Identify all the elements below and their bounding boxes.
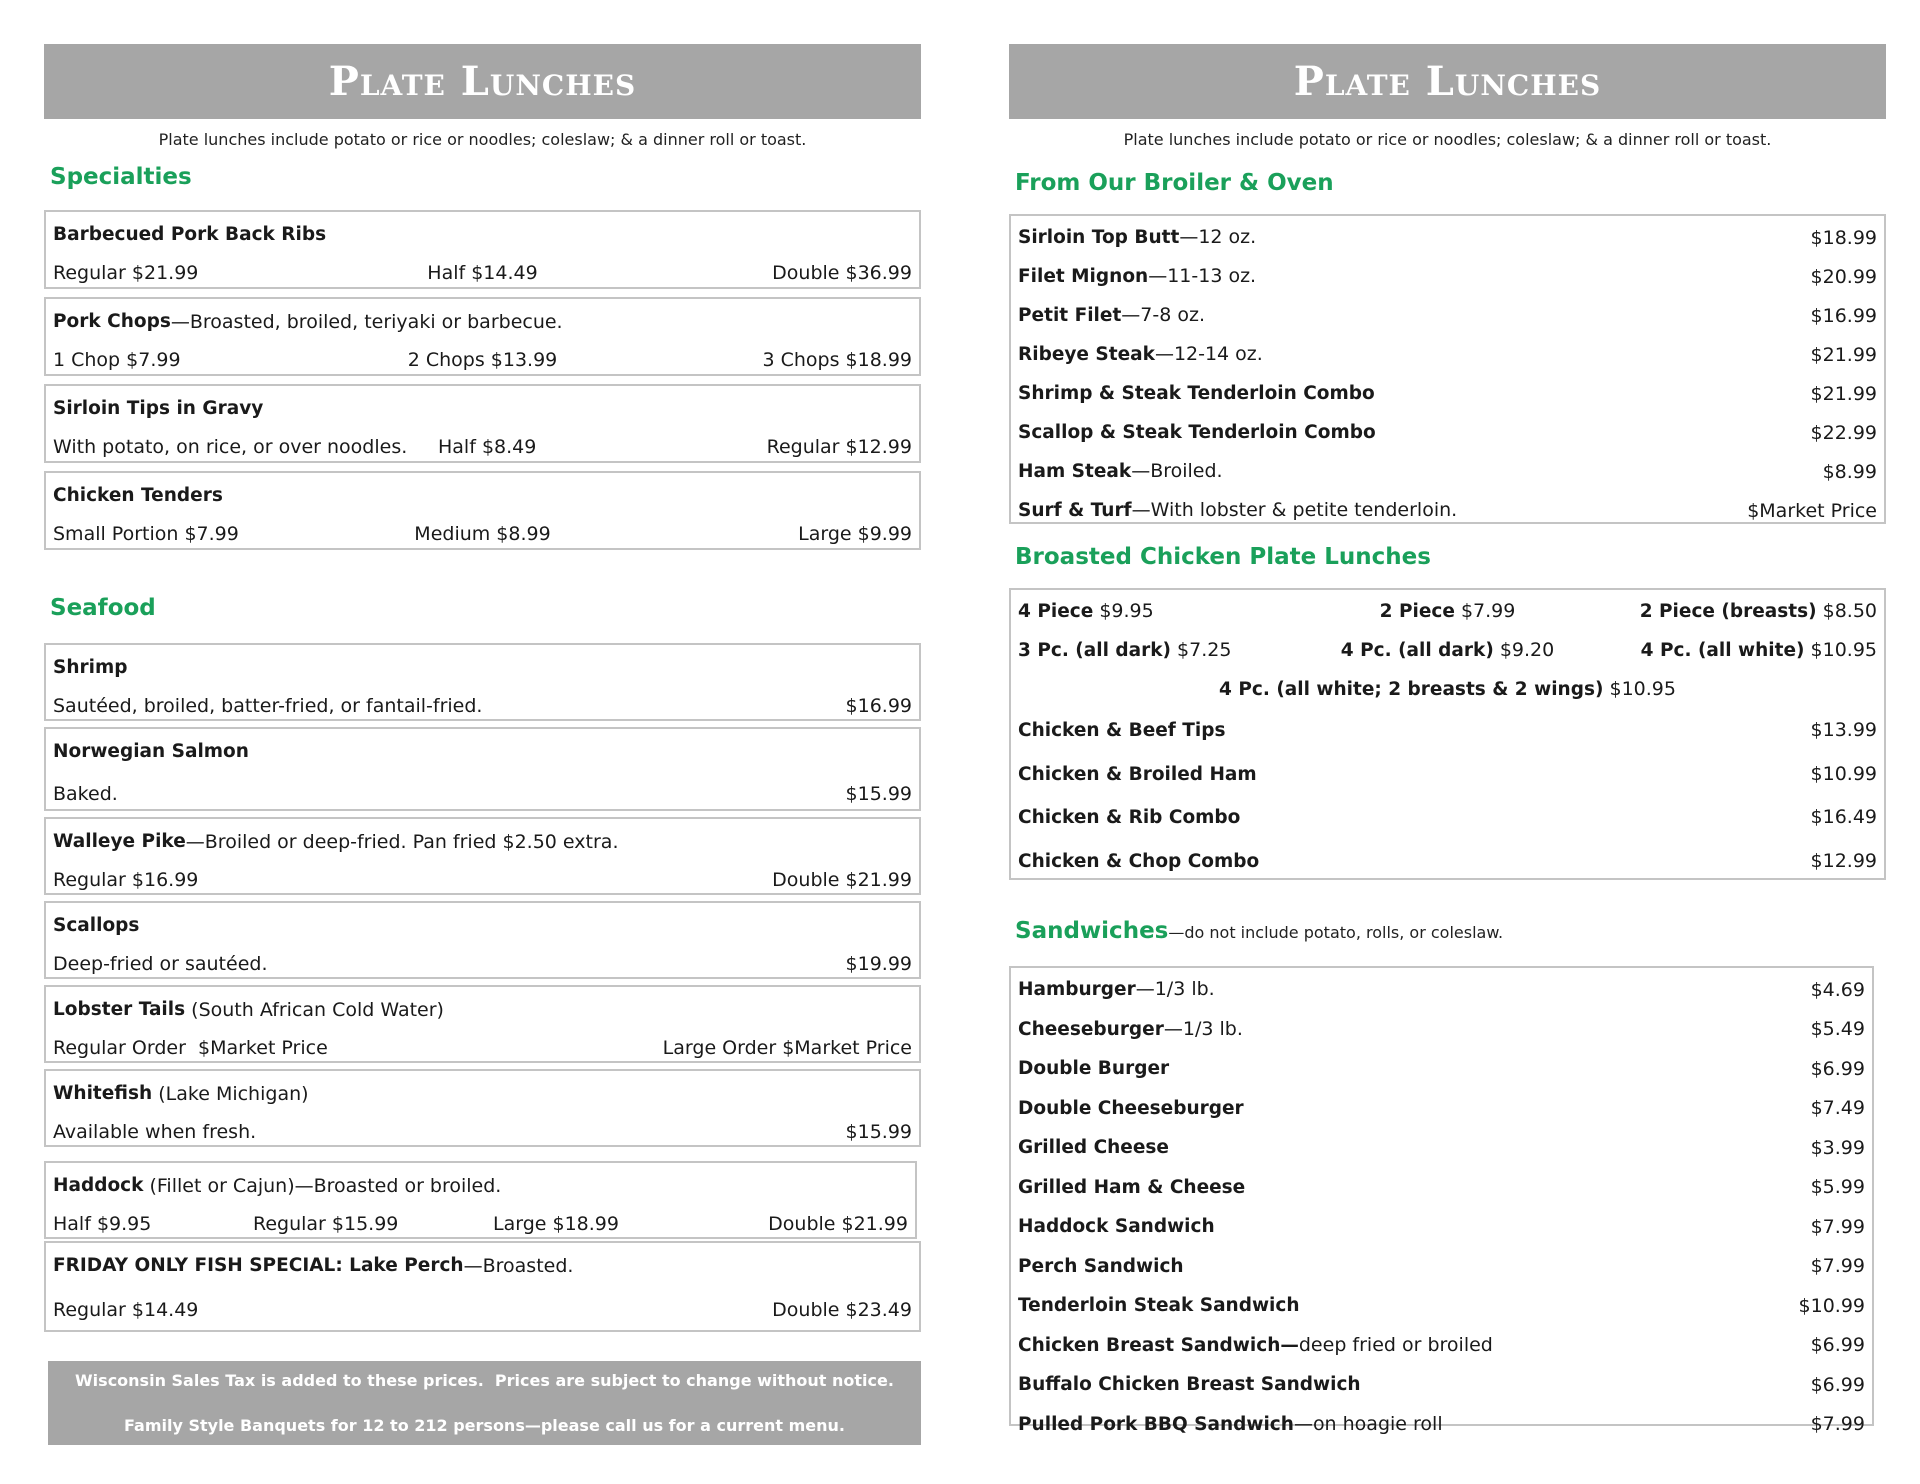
item-name: Chicken & Beef Tips bbox=[1018, 720, 1226, 741]
item-price: $7.49 bbox=[1810, 1097, 1865, 1119]
item-price: $16.99 bbox=[845, 695, 912, 717]
item-name: Double Cheeseburger bbox=[1018, 1097, 1244, 1119]
item-label bbox=[1018, 218, 1256, 257]
item-name: Sirloin Tips in Gravy bbox=[53, 398, 264, 419]
item-label bbox=[1018, 1168, 1245, 1208]
item-price: $16.99 bbox=[1810, 304, 1877, 327]
item-label bbox=[1018, 1049, 1169, 1089]
item-label bbox=[1018, 709, 1226, 753]
menu-row bbox=[1018, 1168, 1865, 1208]
chicken-option bbox=[1018, 631, 1318, 670]
item-name: Tenderloin Steak Sandwich bbox=[1018, 1295, 1300, 1316]
item-price: $10.99 bbox=[1810, 762, 1877, 785]
item-description: Sautéed, broiled, batter-fried, or fantail-fried. bbox=[53, 695, 483, 717]
item-label bbox=[1018, 413, 1376, 452]
menu-item-scallops bbox=[44, 901, 921, 979]
item-name: Cheeseburger bbox=[1018, 1018, 1164, 1040]
item-description: Baked. bbox=[53, 783, 118, 805]
menu-row bbox=[1018, 709, 1877, 753]
item-price: $6.99 bbox=[1810, 1373, 1865, 1396]
item-name: FRIDAY ONLY FISH SPECIAL: Lake Perch bbox=[53, 1255, 464, 1276]
item-price: $12.99 bbox=[1810, 849, 1877, 872]
item-name: Chicken & Broiled Ham bbox=[1018, 763, 1257, 785]
item-description: —1/3 lb. bbox=[1163, 1017, 1243, 1040]
section-note: —do not include potato, rolls, or coleslaw. bbox=[1168, 923, 1504, 942]
menu-row bbox=[1018, 1247, 1865, 1287]
item-option: 2 Chops $13.99 bbox=[407, 349, 558, 371]
item-option: Double $21.99 bbox=[768, 1213, 908, 1235]
item-description: (South African Cold Water) bbox=[185, 999, 444, 1021]
option-name: 4 Pc. (all white) bbox=[1640, 640, 1805, 661]
option-price: $8.50 bbox=[1816, 600, 1878, 622]
item-name: Haddock Sandwich bbox=[1018, 1216, 1215, 1237]
item-description: Deep-fried or sautéed. bbox=[53, 953, 268, 975]
item-label bbox=[1018, 1247, 1184, 1287]
item-description: deep fried or broiled bbox=[1298, 1333, 1493, 1356]
item-label bbox=[1018, 335, 1263, 374]
item-price: $13.99 bbox=[1810, 719, 1877, 741]
item-option: 1 Chop $7.99 bbox=[53, 349, 181, 371]
item-description: —Broasted, broiled, teriyaki or barbecue. bbox=[170, 311, 563, 333]
right-page bbox=[1009, 44, 1886, 1435]
section-title-seafood: Seafood bbox=[50, 595, 156, 621]
item-option: Large $18.99 bbox=[493, 1213, 619, 1235]
item-label bbox=[1018, 1128, 1169, 1168]
item-name: Shrimp bbox=[53, 657, 128, 678]
item-price: $3.99 bbox=[1810, 1136, 1865, 1159]
option-price: $10.95 bbox=[1804, 639, 1878, 661]
item-name: Chicken & Chop Combo bbox=[1018, 850, 1260, 872]
item-description: —1/3 lb. bbox=[1135, 978, 1215, 1000]
menu-item-ribs bbox=[44, 210, 921, 289]
option-price: $9.20 bbox=[1493, 639, 1555, 661]
option-name: 4 Pc. (all white; 2 breasts & 2 wings) bbox=[1219, 679, 1604, 700]
item-name: Walleye Pike bbox=[53, 831, 186, 852]
item-price: $10.99 bbox=[1798, 1294, 1865, 1317]
menu-row bbox=[1018, 1010, 1865, 1050]
item-price: $Market Price bbox=[1747, 499, 1877, 522]
tax-banquet-footer bbox=[48, 1361, 921, 1445]
chicken-option bbox=[1577, 631, 1877, 670]
item-label bbox=[1018, 796, 1240, 840]
menu-row bbox=[1018, 413, 1877, 452]
item-label bbox=[1018, 1089, 1244, 1129]
item-name: Grilled Ham & Cheese bbox=[1018, 1176, 1246, 1198]
menu-item-shrimp bbox=[44, 643, 921, 721]
menu-row bbox=[1018, 491, 1877, 530]
item-name: Barbecued Pork Back Ribs bbox=[53, 224, 327, 245]
page-banner: Plate Lunches bbox=[44, 44, 921, 119]
section-title-text: Sandwiches bbox=[1015, 918, 1169, 944]
item-name: Grilled Cheese bbox=[1018, 1137, 1169, 1158]
item-description: —11-13 oz. bbox=[1148, 265, 1257, 287]
item-description: (Lake Michigan) bbox=[152, 1083, 309, 1105]
option-price: $9.95 bbox=[1093, 600, 1154, 622]
item-name: Surf & Turf bbox=[1018, 500, 1132, 521]
menu-item-salmon bbox=[44, 727, 921, 811]
item-option: Double $23.49 bbox=[772, 1299, 912, 1321]
chicken-option bbox=[1018, 592, 1318, 631]
item-option: Large Order $Market Price bbox=[662, 1037, 912, 1059]
item-label bbox=[1018, 491, 1457, 530]
item-option: Regular Order $Market Price bbox=[53, 1037, 328, 1059]
item-option: Half $9.95 bbox=[53, 1213, 152, 1235]
menu-row bbox=[1018, 840, 1877, 884]
chicken-option bbox=[1018, 670, 1877, 709]
item-option: Large $9.99 bbox=[798, 523, 912, 545]
broiler-list bbox=[1009, 214, 1886, 524]
section-title-sandwiches bbox=[1009, 918, 1886, 952]
item-label bbox=[1018, 1010, 1243, 1050]
item-price: $4.69 bbox=[1810, 978, 1865, 1001]
item-option: Regular $16.99 bbox=[53, 869, 199, 891]
item-name: Filet Mignon bbox=[1018, 266, 1149, 287]
item-label bbox=[1018, 257, 1256, 296]
item-price: $15.99 bbox=[845, 783, 912, 805]
menu-row bbox=[1018, 296, 1877, 335]
menu-row bbox=[1018, 1405, 1865, 1445]
item-description: —7-8 oz. bbox=[1121, 304, 1206, 326]
item-description: —12 oz. bbox=[1179, 226, 1257, 248]
item-option: Double $36.99 bbox=[772, 262, 912, 284]
option-name: 4 Piece bbox=[1018, 601, 1094, 622]
menu-row bbox=[1018, 1365, 1865, 1405]
item-name: Chicken Tenders bbox=[53, 485, 223, 506]
item-label bbox=[1018, 452, 1223, 491]
item-price: $6.99 bbox=[1810, 1057, 1865, 1080]
item-description: —12-14 oz. bbox=[1154, 343, 1263, 365]
menu-row bbox=[1018, 374, 1877, 413]
item-price: $5.99 bbox=[1810, 1176, 1865, 1198]
item-price: $7.99 bbox=[1810, 1215, 1865, 1238]
menu-row bbox=[1018, 218, 1877, 257]
item-name: Scallop & Steak Tenderloin Combo bbox=[1018, 422, 1376, 443]
item-name: Hamburger bbox=[1018, 979, 1136, 1000]
menu-row bbox=[1018, 970, 1865, 1010]
item-option: Double $21.99 bbox=[772, 869, 912, 891]
item-label bbox=[1018, 970, 1215, 1010]
item-option: 3 Chops $18.99 bbox=[762, 349, 912, 371]
item-option: Regular $21.99 bbox=[53, 262, 199, 284]
inclusion-note: Plate lunches include potato or rice or noodles; coleslaw; & a dinner roll or toast. bbox=[158, 130, 807, 149]
section-title-specialties: Specialties bbox=[50, 164, 192, 190]
item-label bbox=[1018, 1326, 1493, 1366]
option-name: 2 Piece (breasts) bbox=[1639, 601, 1817, 622]
item-option: Regular $14.49 bbox=[53, 1299, 199, 1321]
item-name: Perch Sandwich bbox=[1018, 1255, 1184, 1277]
item-name: Double Burger bbox=[1018, 1058, 1170, 1079]
section-title-chicken: Broasted Chicken Plate Lunches bbox=[1015, 544, 1431, 570]
menu-item-lobster bbox=[44, 985, 921, 1063]
menu-row bbox=[1018, 1128, 1865, 1168]
menu-row bbox=[1018, 753, 1877, 797]
banquet-note: Family Style Banquets for 12 to 212 persons—please call us for a current menu. bbox=[124, 1416, 845, 1435]
item-name: Petit Filet bbox=[1018, 305, 1122, 326]
item-name: Sirloin Top Butt bbox=[1018, 227, 1180, 248]
menu-item-haddock bbox=[44, 1161, 917, 1239]
item-option: Medium $8.99 bbox=[414, 523, 551, 545]
chicken-combos bbox=[1018, 709, 1877, 883]
item-label bbox=[1018, 1207, 1215, 1247]
item-price: $15.99 bbox=[845, 1121, 912, 1143]
item-description: —Broasted. bbox=[463, 1255, 574, 1277]
menu-row bbox=[1018, 1089, 1865, 1129]
item-name: Ham Steak bbox=[1018, 461, 1132, 482]
item-price: $18.99 bbox=[1810, 226, 1877, 249]
menu-item-chicken-tenders bbox=[44, 471, 921, 550]
item-description: —Broiled. bbox=[1131, 460, 1223, 482]
menu-item-friday-perch bbox=[44, 1241, 921, 1332]
item-name: Haddock bbox=[53, 1175, 144, 1196]
chicken-option bbox=[1318, 592, 1578, 631]
tax-note: Wisconsin Sales Tax is added to these prices. Prices are subject to change without notice. bbox=[75, 1371, 894, 1390]
item-price: $6.99 bbox=[1810, 1334, 1865, 1356]
item-label bbox=[1018, 840, 1259, 884]
menu-row bbox=[1018, 257, 1877, 296]
item-label bbox=[1018, 374, 1375, 413]
sandwich-list bbox=[1009, 966, 1874, 1435]
menu-item-pork-chops bbox=[44, 297, 921, 376]
menu-row bbox=[1018, 1286, 1865, 1326]
item-description: —on hoagie roll bbox=[1293, 1412, 1443, 1435]
menu-row bbox=[1018, 1207, 1865, 1247]
option-price: $7.99 bbox=[1454, 600, 1516, 622]
menu-row bbox=[1018, 796, 1877, 840]
item-option: With potato, on rice, or over noodles. bbox=[53, 436, 408, 458]
item-description: —Broiled or deep-fried. Pan fried $2.50 extra. bbox=[185, 831, 619, 853]
item-label bbox=[1018, 296, 1205, 335]
item-name: Scallops bbox=[53, 915, 140, 936]
item-price: $8.99 bbox=[1822, 460, 1877, 483]
item-option: Regular $15.99 bbox=[253, 1213, 399, 1235]
menu-row bbox=[1018, 452, 1877, 491]
page-banner: Plate Lunches bbox=[1009, 44, 1886, 119]
item-price: $21.99 bbox=[1810, 343, 1877, 366]
item-name: Buffalo Chicken Breast Sandwich bbox=[1018, 1374, 1361, 1395]
menu-item-whitefish bbox=[44, 1069, 921, 1147]
item-price: $20.99 bbox=[1810, 265, 1877, 288]
item-name: Lobster Tails bbox=[53, 999, 186, 1020]
item-name: Pork Chops bbox=[53, 311, 171, 332]
item-label bbox=[1018, 1286, 1300, 1326]
menu-row bbox=[1018, 1049, 1865, 1089]
chicken-option bbox=[1577, 592, 1877, 631]
item-name: Pulled Pork BBQ Sandwich bbox=[1018, 1413, 1294, 1435]
item-price: $22.99 bbox=[1810, 421, 1877, 444]
item-description: —With lobster & petite tenderloin. bbox=[1131, 499, 1458, 521]
item-name: Chicken Breast Sandwich— bbox=[1018, 1334, 1299, 1356]
menu-item-walleye bbox=[44, 817, 921, 895]
item-option: Half $14.49 bbox=[427, 262, 538, 284]
option-name: 3 Pc. (all dark) bbox=[1018, 640, 1171, 661]
item-price: $19.99 bbox=[845, 953, 912, 975]
item-option: Small Portion $7.99 bbox=[53, 523, 239, 545]
option-price: $10.95 bbox=[1603, 678, 1676, 700]
left-page bbox=[44, 44, 921, 1332]
menu-item-sirloin-tips bbox=[44, 384, 921, 463]
item-name: Shrimp & Steak Tenderloin Combo bbox=[1018, 383, 1375, 404]
item-price: $7.99 bbox=[1810, 1413, 1865, 1435]
item-description: (Fillet or Cajun)—Broasted or broiled. bbox=[143, 1175, 502, 1197]
menu-row bbox=[1018, 335, 1877, 374]
item-name: Ribeye Steak bbox=[1018, 344, 1155, 365]
item-name: Chicken & Rib Combo bbox=[1018, 807, 1241, 828]
inclusion-note: Plate lunches include potato or rice or noodles; coleslaw; & a dinner roll or toast. bbox=[1123, 130, 1772, 149]
option-name: 4 Pc. (all dark) bbox=[1340, 640, 1494, 661]
option-name: 2 Piece bbox=[1379, 601, 1455, 622]
item-label bbox=[1018, 1405, 1443, 1445]
item-name: Whitefish bbox=[53, 1083, 153, 1104]
item-description: Available when fresh. bbox=[53, 1121, 257, 1143]
chicken-list bbox=[1009, 588, 1886, 880]
item-price: $7.99 bbox=[1810, 1255, 1865, 1277]
item-label bbox=[1018, 1365, 1361, 1405]
item-price: $5.49 bbox=[1810, 1018, 1865, 1040]
chicken-option bbox=[1318, 631, 1578, 670]
option-price: $7.25 bbox=[1170, 639, 1232, 661]
item-option: Half $8.49 bbox=[438, 436, 537, 458]
item-option: Regular $12.99 bbox=[766, 436, 912, 458]
item-price: $16.49 bbox=[1810, 806, 1877, 828]
item-name: Norwegian Salmon bbox=[53, 741, 249, 762]
item-label bbox=[1018, 753, 1257, 797]
item-price: $21.99 bbox=[1810, 382, 1877, 405]
section-title-broiler: From Our Broiler & Oven bbox=[1015, 170, 1334, 196]
menu-row bbox=[1018, 1326, 1865, 1366]
